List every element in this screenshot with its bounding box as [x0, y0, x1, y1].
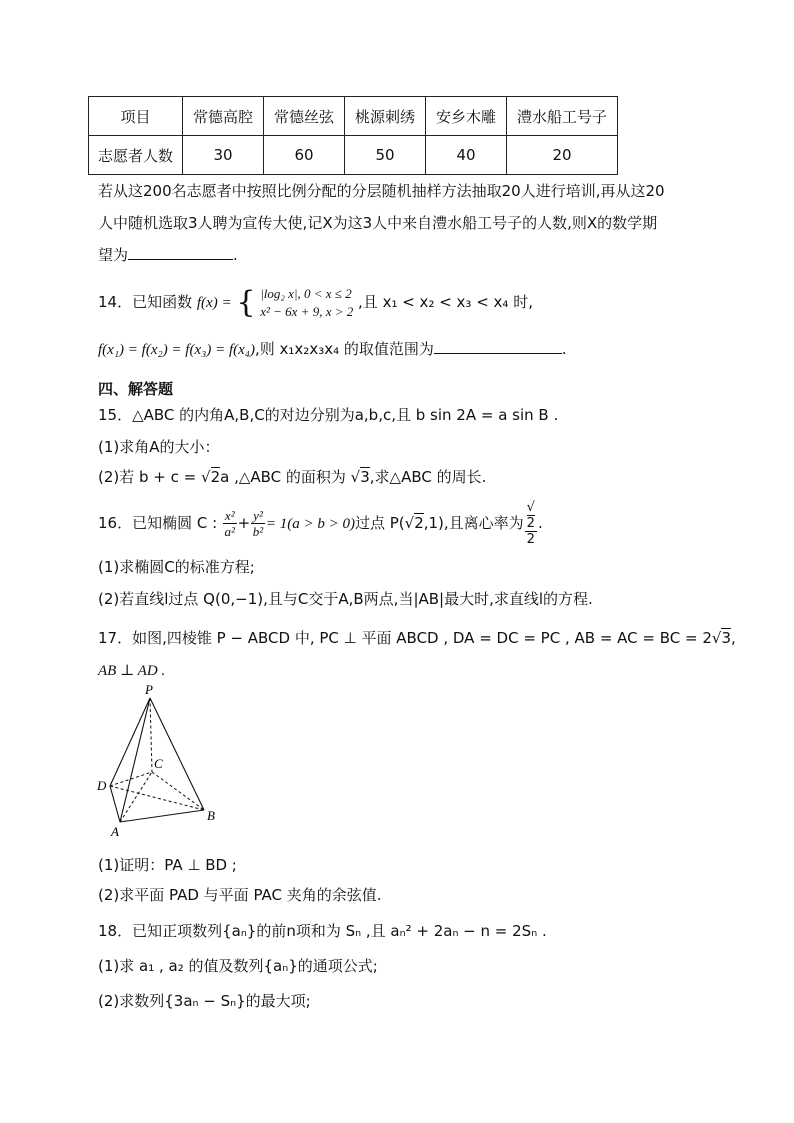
q17-line1-end: , — [731, 629, 736, 647]
answer-blank — [434, 339, 562, 354]
q16-pre: 16．已知椭圆 C : — [98, 514, 222, 532]
q17-line1 — [98, 627, 736, 649]
table-cell: 志愿者人数 — [89, 136, 183, 175]
sqrt-radicand: 3 — [721, 629, 731, 647]
sqrt-radicand: 2 — [414, 514, 424, 532]
label-D: D — [97, 778, 107, 793]
label-A: A — [111, 824, 119, 839]
edge-AC — [120, 772, 152, 822]
table-cell: 50 — [345, 136, 426, 175]
q13-line1: 若从这200名志愿者中按照比例分配的分层随机抽样方法抽取20人进行培训,再从这20 — [98, 182, 665, 200]
q14-number: 14．已知函数 — [98, 293, 193, 311]
piecewise-cases — [260, 285, 353, 321]
q15-p2a: (2)若 b + c = — [98, 468, 201, 486]
frac-den: a² — [224, 524, 235, 539]
edge-PD — [110, 698, 150, 786]
q14-condition: ,且 x₁ < x₂ < x₃ < x₄ 时, — [358, 293, 533, 311]
fraction — [251, 508, 265, 539]
q18-part1: (1)求 a₁ , a₂ 的值及数列{aₙ}的通项公式; — [98, 957, 378, 975]
q15-line1: 15．△ABC 的内角A,B,C的对边分别为a,b,c,且 b sin 2A = a sin B . — [98, 406, 559, 424]
sqrt-sign: √ — [404, 514, 415, 532]
q18-line1: 18．已知正项数列{aₙ}的前n项和为 Sₙ ,且 aₙ² + 2aₙ − n = 2Sₙ . — [98, 922, 547, 940]
q18-part2: (2)求数列{3aₙ − Sₙ}的最大项; — [98, 992, 311, 1010]
edge-AB — [120, 810, 204, 822]
pyramid-diagram — [90, 682, 230, 842]
q14-line2-text: ,则 x₁x₂x₃x₄ 的取值范围为 — [255, 340, 434, 358]
q14-fx: f(x) = — [196, 295, 232, 311]
answer-blank — [128, 245, 233, 260]
q15-p2b: a ,△ABC 的面积为 — [220, 468, 351, 486]
table-cell: 项目 — [89, 97, 183, 136]
edge-CB — [152, 772, 204, 810]
q17-part2: (2)求平面 PAD 与平面 PAC 夹角的余弦值. — [98, 886, 382, 904]
label-P: P — [145, 682, 153, 697]
q17-part1: (1)证明：PA ⊥ BD ; — [98, 856, 237, 874]
q17-line2: AB ⊥ AD . — [98, 663, 166, 679]
volunteer-table — [88, 96, 618, 175]
sqrt-radicand: 3 — [360, 468, 370, 486]
q14-equality: f(x₁) = f(x₂) = f(x₃) = f(x₄) — [98, 342, 255, 358]
q16-pt-end: ,1),且离心率为 — [423, 514, 524, 532]
edge-DC — [110, 772, 152, 786]
q16-line1: 16．已知椭圆 C : $\frac{\text{x²}}{\text{a²}}$ + $\frac{\text{y²}}{\text{b²}}$ = 1(a > b > 0)过点 P(√2,1),且离心率为 √ 2 2 . — [98, 500, 543, 547]
edge-DA — [110, 786, 120, 822]
section-heading: 四、解答题 — [98, 380, 174, 398]
edge-PB — [150, 698, 204, 810]
q13-line2: 人中随机选取3人聘为宣传大使,记X为这3人中来自澧水船工号子的人数,则X的数学期 — [98, 214, 658, 232]
sqrt-sign: √ — [711, 629, 722, 647]
q16-part1: (1)求椭圆C的标准方程; — [98, 558, 255, 576]
frac-den: 2 — [526, 532, 535, 547]
frac-num: x² — [224, 508, 235, 523]
q15-part2 — [98, 466, 486, 488]
brace-symbol: { — [236, 284, 256, 320]
q14-line2-end: . — [561, 340, 567, 358]
table-cell: 60 — [264, 136, 345, 175]
frac-num: √ 2 — [526, 500, 535, 531]
frac-den: b² — [252, 524, 264, 539]
q16-mid: 过点 P( — [354, 514, 405, 532]
case-2: x² − 6x + 9, x > 2 — [260, 303, 354, 319]
table-cell: 20 — [507, 136, 618, 175]
sqrt-sign: √ — [350, 468, 361, 486]
table-header-row — [89, 97, 618, 136]
edge-PA — [120, 698, 150, 822]
label-B: B — [207, 808, 215, 823]
q14-line1 — [98, 284, 533, 321]
q13-line3-text: 望为 — [98, 246, 129, 264]
table-cell: 澧水船工号子 — [507, 97, 618, 136]
q16-end: . — [537, 514, 543, 532]
q17-line1-text: 17．如图,四棱锥 P − ABCD 中, PC ⊥ 平面 ABCD , DA = DC = PC , AB = AC = BC = 2 — [98, 629, 712, 647]
sqrt-radicand: 2 — [526, 516, 535, 531]
table-row — [89, 136, 618, 175]
fraction — [223, 508, 237, 539]
q15-part1: (1)求角A的大小： — [98, 438, 220, 456]
table-cell: 安乡木雕 — [426, 97, 507, 136]
q13-line3 — [98, 244, 238, 266]
sqrt-radicand: 2 — [210, 468, 221, 486]
table-cell: 常德丝弦 — [264, 97, 345, 136]
q16-eq-rest: = 1(a > b > 0) — [265, 516, 355, 532]
q15-p2c: ,求△ABC 的周长. — [369, 468, 487, 486]
case-1: |log₂ x|, 0 < x ≤ 2 — [260, 285, 352, 301]
sqrt-sign: √ — [201, 468, 211, 486]
label-C: C — [154, 756, 163, 771]
table-cell: 桃源刺绣 — [345, 97, 426, 136]
table-cell: 30 — [183, 136, 264, 175]
table-cell: 常德高腔 — [183, 97, 264, 136]
q16-part2: (2)若直线l过点 Q(0,−1),且与C交于A,B两点,当|AB|最大时,求直线l的方程. — [98, 590, 593, 608]
q14-line2 — [98, 338, 567, 361]
frac-num: y² — [253, 508, 263, 523]
edge-PC — [150, 698, 152, 772]
fraction — [525, 500, 537, 547]
table-cell: 40 — [426, 136, 507, 175]
q13-line3-end: . — [233, 246, 238, 264]
